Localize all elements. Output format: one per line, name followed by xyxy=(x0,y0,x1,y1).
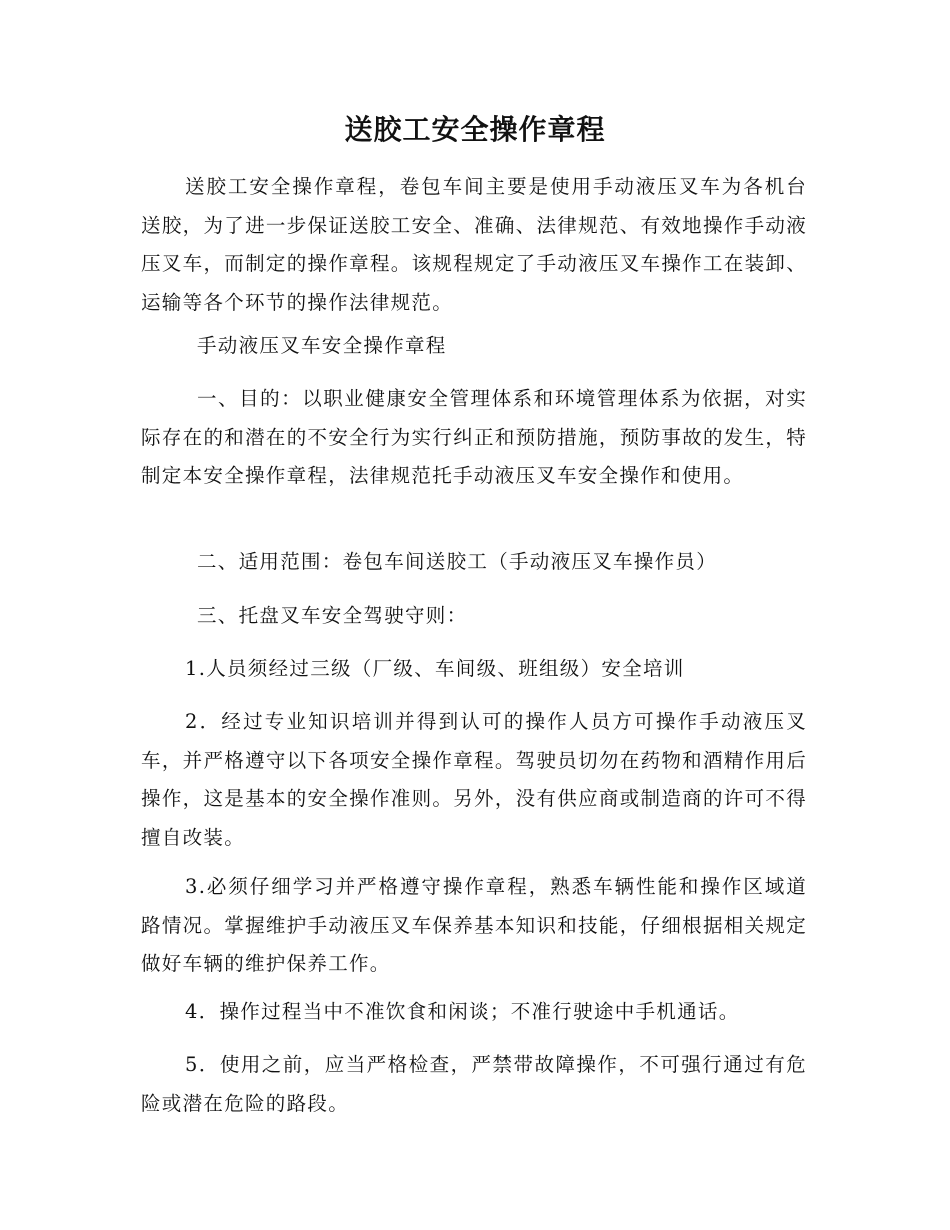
rule-item-3: 3.必须仔细学习并严格遵守操作章程，熟悉车辆性能和操作区域道路情况。掌握维护手动液压叉车保养基本知识和技能，仔细根据相关规定做好车辆的维护保养工作。 xyxy=(141,875,807,975)
rule-item-2: 2．经过专业知识培训并得到认可的操作人员方可操作手动液压叉车，并严格遵守以下各项安全操作章程。驾驶员切勿在药物和酒精作用后操作，这是基本的安全操作准则。另外，没有供应商或制造商的许可不得擅自改装。 xyxy=(141,710,807,849)
rule-item-4: 4．操作过程当中不准饮食和闲谈；不准行驶途中手机通话。 xyxy=(185,1000,740,1023)
rule-item-5: 5．使用之前，应当严格检查，严禁带故障操作，不可强行通过有危险或潜在危险的路段。 xyxy=(141,1053,807,1115)
document-title: 送胶工安全操作章程 xyxy=(344,113,606,146)
intro-paragraph: 送胶工安全操作章程，卷包车间主要是使用手动液压叉车为各机台送胶，为了进一步保证送胶工安全、准确、法律规范、有效地操作手动液压叉车，而制定的操作章程。该规程规定了手动液压叉车操作工在装卸、运输等各个环节的操作法律规范。 xyxy=(141,175,807,314)
purpose-paragraph: 一、目的：以职业健康安全管理体系和环境管理体系为依据，对实际存在的和潜在的不安全行为实行纠正和预防措施，预防事故的发生，特制定本安全操作章程，法律规范托手动液压叉车安全操作和使用。 xyxy=(141,387,807,487)
scope-paragraph: 二、适用范围：卷包车间送胶工（手动液压叉车操作员） xyxy=(197,550,718,573)
rule-item-1: 1.人员须经过三级（厂级、车间级、班组级）安全培训 xyxy=(185,657,685,680)
section-heading: 手动液压叉车安全操作章程 xyxy=(197,334,447,357)
rules-heading: 三、托盘叉车安全驾驶守则： xyxy=(197,604,468,627)
